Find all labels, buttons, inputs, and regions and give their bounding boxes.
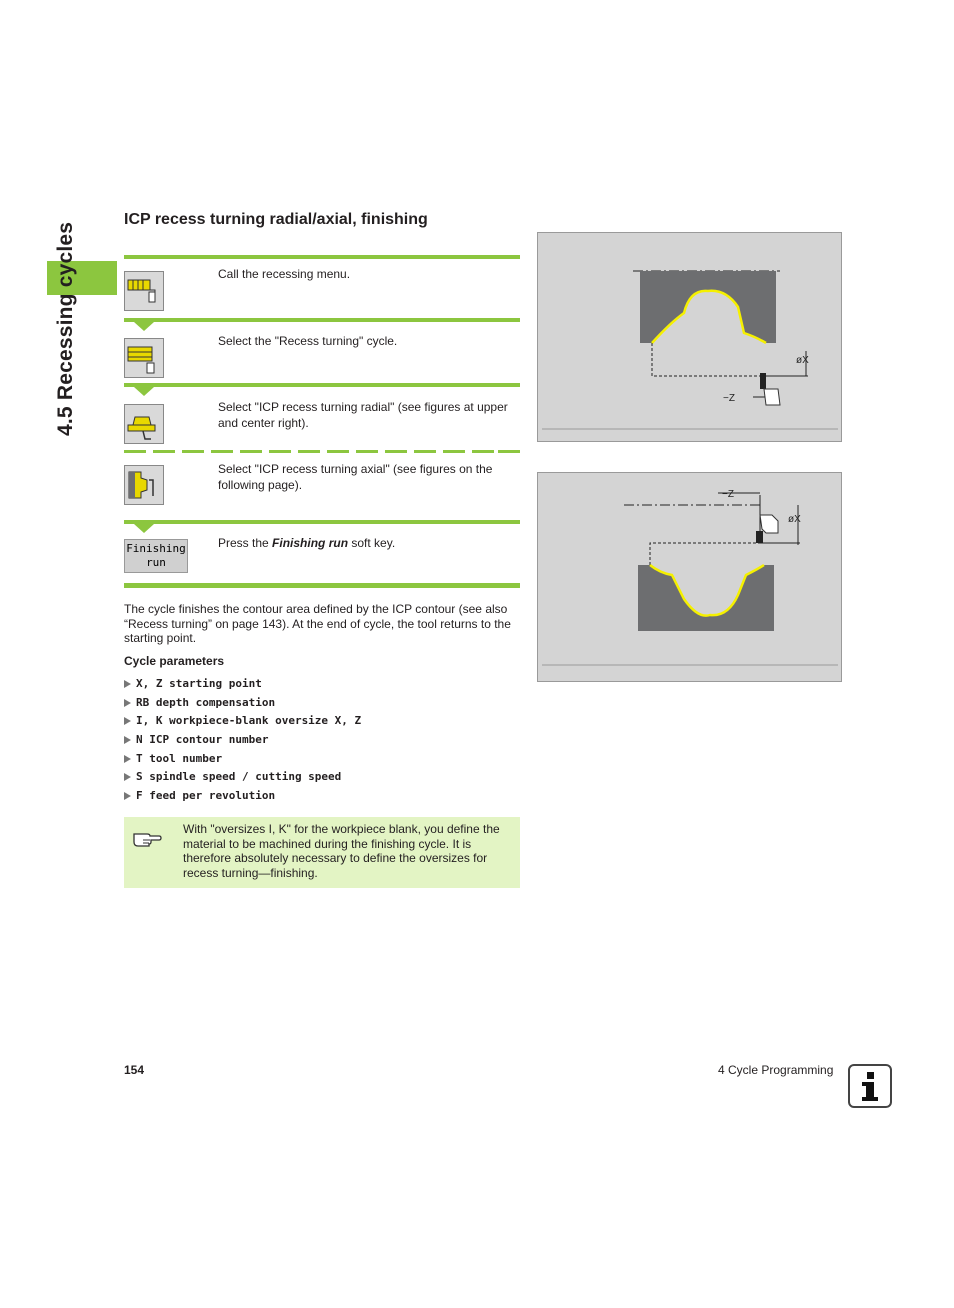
bullet-arrow-icon [124,773,131,781]
param-item [124,789,275,802]
param-label: RB depth compensation [136,696,276,709]
step-divider [124,520,520,524]
param-item [124,714,361,727]
z-axis-label: −Z [723,393,735,404]
step-text: Select "ICP recess turning radial" (see figures at upper and center right). [218,400,508,430]
step-arrow [134,322,154,331]
pointing-hand-icon [133,826,163,853]
step-divider [124,255,520,259]
figure-radial-top [537,232,842,442]
softkey-line1: Finishing [126,542,186,555]
body-paragraph: The cycle finishes the contour area defined by the ICP contour (see also “Recess turning” on page 143). At the end of cycle, the tool returns to the starting point. [124,602,511,645]
step-divider [124,318,520,322]
param-label: F feed per revolution [136,789,276,802]
finishing-run-softkey[interactable] [124,539,188,573]
softkey-line2: run [146,556,166,569]
icp-recess-radial-icon [124,404,164,444]
x-axis-label: øX [788,514,801,525]
info-icon [848,1064,892,1108]
step-text-before: Press the [218,536,273,550]
step-arrow [134,524,154,533]
recess-turning-icon [124,338,164,378]
page-number: 154 [124,1063,145,1077]
param-label: T tool number [136,752,223,765]
step-arrow [134,387,154,396]
param-label: S spindle speed / cutting speed [136,770,342,783]
step-text: Select the "Recess turning" cycle. [218,334,398,348]
bullet-arrow-icon [124,717,131,725]
bullet-arrow-icon [124,680,131,688]
param-item [124,752,222,765]
param-item [124,696,275,709]
icp-recess-axial-icon [124,465,164,505]
step-divider [124,383,520,387]
param-item [124,677,262,690]
bullet-arrow-icon [124,755,131,763]
param-label: I, K workpiece-blank oversize X, Z [136,714,362,727]
recessing-menu-icon [124,271,164,311]
param-item [124,733,268,746]
step-text [218,536,520,552]
bullet-arrow-icon [124,792,131,800]
z-axis-label: −Z [722,489,734,500]
step-text-emph: Finishing run [272,536,349,550]
figure-radial-center [537,472,842,682]
bullet-arrow-icon [124,736,131,744]
step-text-after: soft key. [348,536,396,550]
steps-end-bar [124,583,520,588]
chapter-title: 4 Cycle Programming [718,1063,834,1077]
sidebar-title: 4.5 Recessing cycles [54,221,77,436]
param-item [124,770,341,783]
param-label: N ICP contour number [136,733,269,746]
step-text: Select "ICP recess turning axial" (see figures on the following page). [218,462,493,492]
x-axis-label: øX [796,355,809,366]
bullet-arrow-icon [124,699,131,707]
params-heading: Cycle parameters [124,654,225,668]
param-label: X, Z starting point [136,677,262,690]
note-text: With "oversizes I, K" for the workpiece blank, you define the material to be machined during the finishing cycle. It is therefore absolutely necessary to define the oversizes for recess turning—finishing. [183,822,500,880]
step-text: Call the recessing menu. [218,267,351,281]
section-title: ICP recess turning radial/axial, finishing [124,211,428,228]
